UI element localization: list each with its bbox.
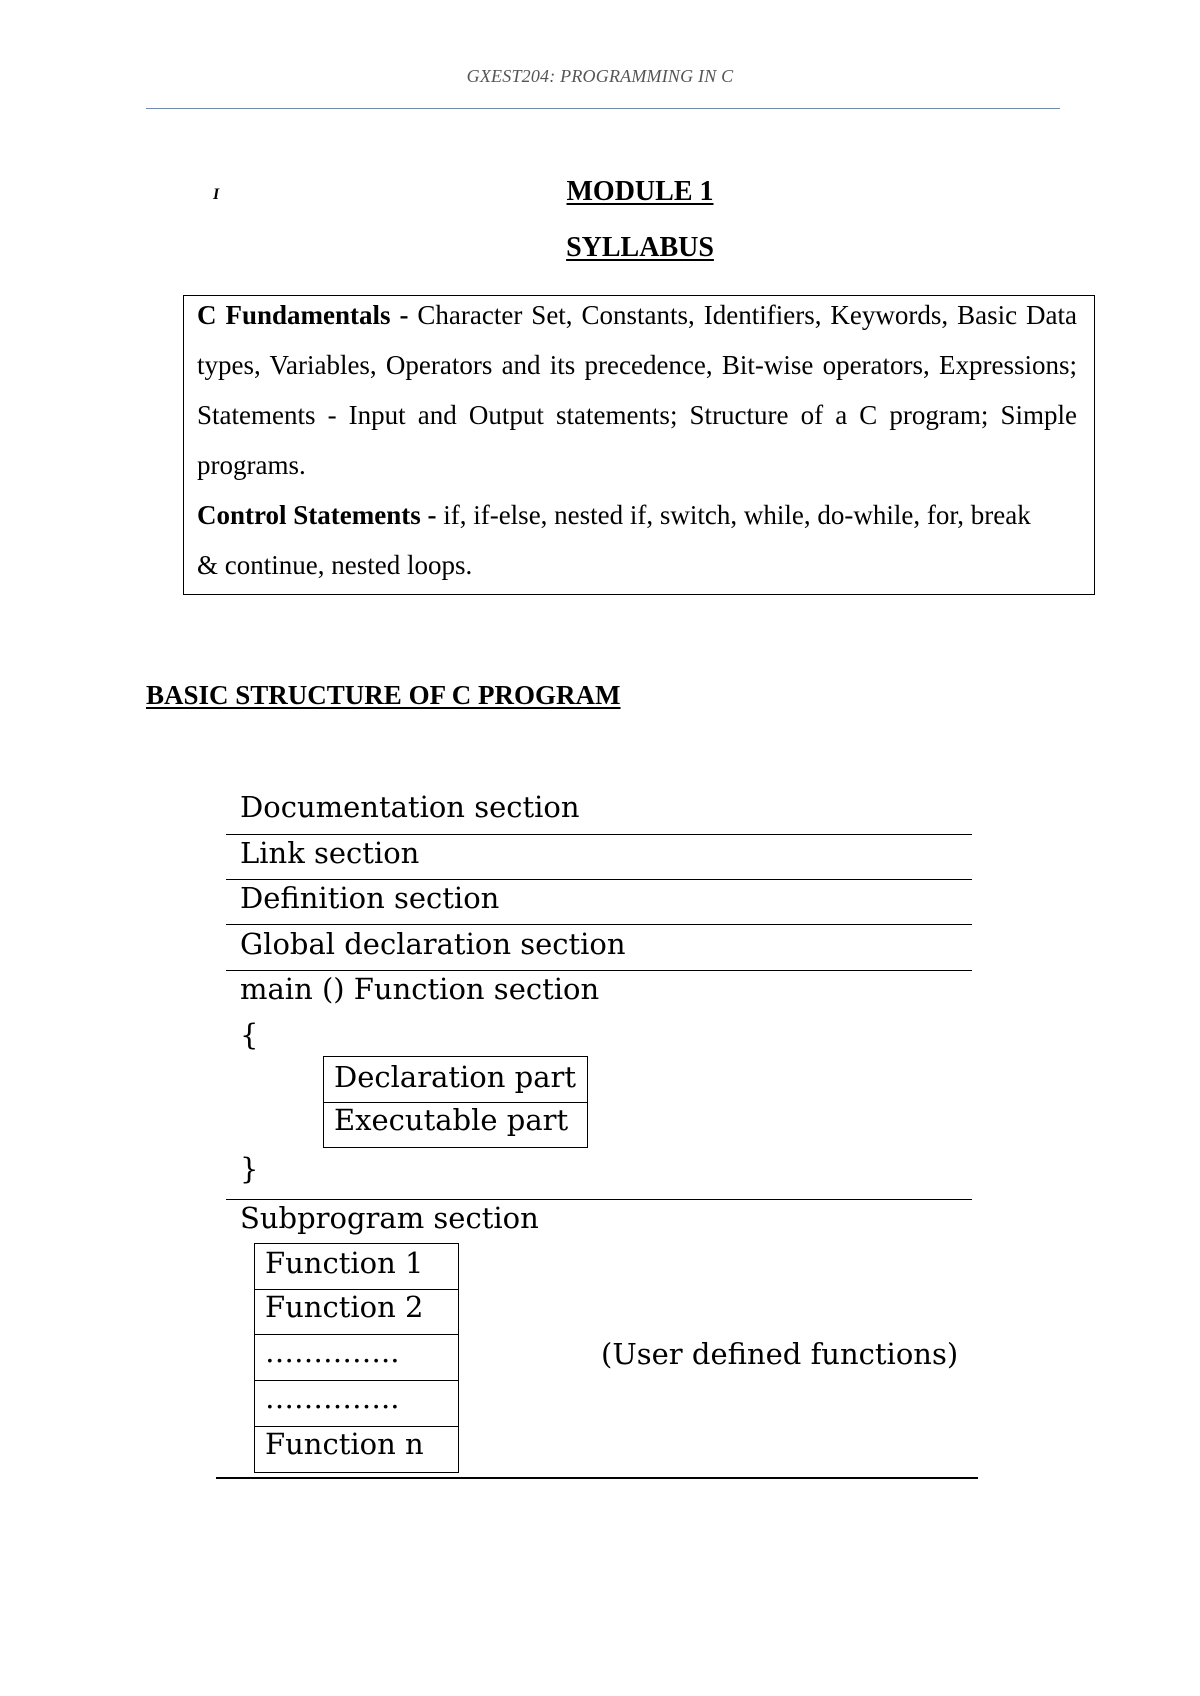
row-main-function: main () Function section — [240, 972, 600, 1006]
declaration-part: Declaration part — [334, 1060, 577, 1094]
header-divider — [146, 108, 1060, 109]
topic-control-text: if, if-else, nested if, switch, while, do-while, for, break — [443, 500, 1031, 530]
syllabus-content — [197, 290, 1077, 590]
row-global-declaration: Global declaration section — [240, 927, 626, 961]
main-parts-box — [323, 1056, 588, 1148]
syllabus-title: SYLLABUS — [566, 232, 714, 263]
topic-control-text-cont: & continue, nested loops. — [197, 550, 473, 580]
syllabus-topic-control-cont — [197, 540, 1077, 590]
topic-control-label: Control Statements - — [197, 500, 437, 530]
course-header-title: GXEST204: PROGRAMMING IN C — [466, 66, 734, 86]
function-item: ………….. — [255, 1380, 458, 1426]
module-title: MODULE 1 — [566, 176, 714, 207]
row-divider — [226, 1199, 972, 1200]
row-divider — [226, 924, 972, 925]
page-marker: I — [213, 186, 220, 203]
syllabus-topic-control — [197, 490, 1077, 540]
function-item: Function 2 — [255, 1289, 458, 1334]
syllabus-topic-fundamentals — [197, 290, 1077, 490]
user-defined-note: (User defined functions) — [601, 1337, 959, 1371]
row-definition: Definition section — [240, 881, 500, 915]
open-brace: { — [240, 1018, 259, 1052]
functions-box — [254, 1243, 459, 1473]
row-subprogram: Subprogram section — [240, 1201, 539, 1235]
structure-bottom-rule — [216, 1477, 978, 1479]
row-divider — [226, 879, 972, 880]
close-brace: } — [240, 1152, 259, 1186]
executable-part: Executable part — [324, 1102, 587, 1147]
function-item: Function 1 — [265, 1246, 424, 1280]
function-item: ………….. — [255, 1334, 458, 1380]
section-heading-structure: BASIC STRUCTURE OF C PROGRAM — [146, 680, 621, 710]
topic-fundamentals-text: Character Set, Constants, Identifiers, Keywords, Basic Data types, Variables, Operators and its precedence, Bit-wise operators, Expressions; Statements - Input and Output statements; Structure of a C program; Simple programs. — [197, 300, 1078, 480]
function-item: Function n — [255, 1426, 458, 1472]
row-documentation: Documentation section — [240, 790, 580, 824]
row-divider — [226, 970, 972, 971]
row-link: Link section — [240, 836, 420, 870]
topic-fundamentals-label: C Fundamentals - — [197, 300, 409, 330]
row-divider — [226, 834, 972, 835]
